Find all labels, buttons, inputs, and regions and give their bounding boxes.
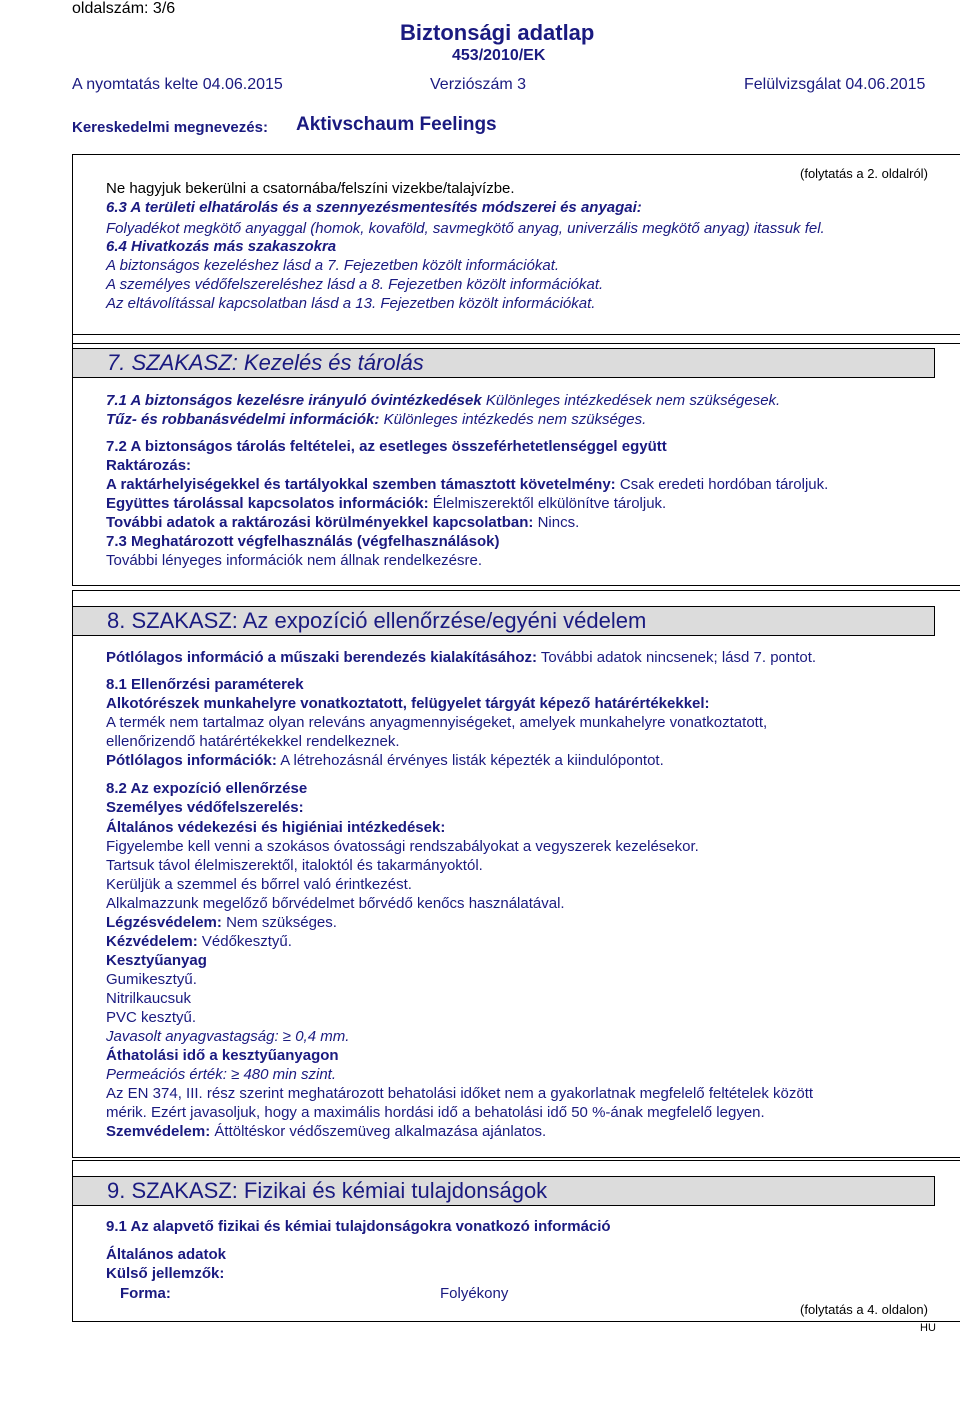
sec7-req-label: A raktárhelyiségekkel és tartályokkal szemben támasztott követelmény: [106,476,616,493]
sec6-ref3: Az eltávolítással kapcsolatban lásd a 13. Fejezetben közölt információkat. [106,295,596,312]
language-code: HU [920,1322,936,1334]
ge-symbol: ≥ [231,1066,240,1083]
sec6-h63: 6.3 A területi elhatárolás és a szennyezésmentesítés módszerei és anyagai: [106,199,642,216]
sec9-form-val: Folyékony [440,1285,509,1302]
sec6-line2: Folyadékot megkötő anyaggal (homok, kovaföld, savmegkötő anyag, univerzális megkötő anyag) itassuk fel. [106,220,825,237]
section8-header [72,606,935,636]
sec8-eye-text: Áttöltéskor védőszemüveg alkalmazása ajánlatos. [214,1123,547,1140]
sec9-h91: 9.1 Az alapvető fizikai és kémiai tulajdonságokra vonatkozó információ [106,1218,611,1235]
sec8-thickness-label: Javasolt anyagvastagság: [106,1028,279,1045]
version: Verziószám 3 [430,76,527,93]
sec8-perm-label: Permeációs érték: [106,1066,227,1083]
doc-title: Biztonsági adatlap [400,20,595,45]
section9-title: 9. SZAKASZ: Fizikai és kémiai tulajdonságok [107,1178,548,1203]
sec8-en1: Az EN 374, III. rész szerint meghatározott behatolási időket nem a gyakorlatnak megfelelő feltételek között [106,1085,814,1102]
sec7-fire-text: Különleges intézkedés nem szükséges. [383,411,647,428]
continuation-top: (folytatás a 2. oldalról) [800,166,928,181]
section7-title: 7. SZAKASZ: Kezelés és tárolás [107,350,424,375]
sec8-glove-mat: Kesztyűanyag [106,952,207,969]
trade-name-label: Kereskedelmi megnevezés: [72,119,268,136]
trade-name: Aktivschaum Feelings [296,114,497,135]
sec8-resp-text: Nem szükséges. [226,914,337,931]
section9-header [72,1176,935,1206]
continuation-bottom: (folytatás a 4. oldalon) [800,1302,928,1317]
sec6-line1: Ne hagyjuk bekerülni a csatornába/felszíni vizekbe/talajvízbe. [106,180,515,197]
sec8-resp-label: Légzésvédelem: [106,914,222,931]
sec9-ext: Külső jellemzők: [106,1265,225,1282]
sec8-m3: PVC kesztyű. [106,1009,197,1026]
sec8-hand-label: Kézvédelem: [106,933,198,950]
sec8-comp-label: Alkotórészek munkahelyre vonatkoztatott, felügyelet tárgyát képező határértékekkel: [106,695,710,712]
sec8-addl2-label: Pótlólagos információk: [106,752,277,769]
sec7-joint-label: Együttes tárolással kapcsolatos információk: [106,495,429,512]
sec8-hand-text: Védőkesztyű. [201,933,292,950]
sec8-en2: mérik. Ezért javasoljuk, hogy a maximális hordási idő a behatolási idő 50 %-ának megfelelő legyen. [106,1104,765,1121]
page-number: oldalszám: 3/6 [72,0,176,17]
regulation: 453/2010/EK [452,47,546,64]
revision: Felülvizsgálat 04.06.2015 [744,76,926,93]
sec8-eye-label: Szemvédelem: [106,1123,211,1140]
sec7-req-text: Csak eredeti hordóban tároljuk. [619,476,829,493]
sec7-further-text: Nincs. [537,514,580,531]
sec8-thickness-val: 0,4 mm. [295,1028,350,1045]
sec8-addl-label: Pótlólagos információ a műszaki berendezés kialakításához: [106,649,537,666]
sec8-m1: Gumikesztyű. [106,971,197,988]
sec7-t71: Különleges intézkedések nem szükségesek. [485,392,781,409]
section7-header [72,348,935,378]
sec9-general: Általános adatok [106,1246,227,1263]
sec8-h82: 8.2 Az expozíció ellenőrzése [106,780,308,797]
sec8-comp-text2: ellenőrizendő határértékekkel rendelkeznek. [106,733,400,750]
sec8-g2: Tartsuk távol élelmiszerektől, italoktól és takarmányoktól. [106,857,483,874]
sec8-g4: Alkalmazzunk megelőző bőrvédelmet bőrvédő kenőcs használatával. [106,895,565,912]
ge-symbol: ≥ [282,1028,292,1045]
sec7-joint-text: Élelmiszerektől elkülönítve tároljuk. [432,495,667,512]
sec8-ppe: Személyes védőfelszerelés: [106,799,304,816]
sec6-h64: 6.4 Hivatkozás más szakaszokra [106,238,337,255]
sec7-fire-label: Tűz- és robbanásvédelmi információk: [106,411,380,428]
sec8-g3: Kerüljük a szemmel és bőrrel való érintkezést. [106,876,412,893]
sec6-ref1: A biztonságos kezeléshez lásd a 7. Fejezetben közölt információkat. [106,257,560,274]
section8-title: 8. SZAKASZ: Az expozíció ellenőrzése/egyéni védelem [107,608,647,633]
sec7-h73: 7.3 Meghatározott végfelhasználás (végfelhasználások) [106,533,500,550]
sec8-m2: Nitrilkaucsuk [106,990,192,1007]
sec8-pen-label: Áthatolási idő a kesztyűanyagon [106,1047,339,1064]
sec7-storage: Raktározás: [106,457,192,474]
print-date: A nyomtatás kelte 04.06.2015 [72,76,283,93]
sec8-general-label: Általános védekezési és higiéniai intézkedések: [106,819,446,836]
sec7-h72: 7.2 A biztonságos tárolás feltételei, az esetleges összeférhetetlenséggel együtt [106,438,667,455]
sec8-h81: 8.1 Ellenőrzési paraméterek [106,676,304,693]
sec7-further-label: További adatok a raktározási körülményekkel kapcsolatban: [106,514,534,531]
sec8-g1: Figyelembe kell venni a szokásos óvatossági rendszabályokat a vegyszerek kezelésekor. [106,838,699,855]
sec9-form-label: Forma: [120,1285,171,1302]
sec8-addl-text: További adatok nincsenek; lásd 7. pontot. [540,649,817,666]
sec6-ref2: A személyes védőfelszereléshez lásd a 8. Fejezetben közölt információkat. [106,276,604,293]
sec8-perm-val: 480 min szint. [243,1066,337,1083]
sec8-addl2-text: A létrehozásnál érvényes listák képezték a kiindulópontot. [280,752,664,769]
sec7-h71: 7.1 A biztonságos kezelésre irányuló óvintézkedések [106,392,482,409]
sec8-comp-text1: A termék nem tartalmaz olyan releváns anyagmennyiségeket, amelyek munkahelyre vonatkoztatott, [106,714,768,731]
sec7-t73: További lényeges információk nem állnak rendelkezésre. [106,552,483,569]
